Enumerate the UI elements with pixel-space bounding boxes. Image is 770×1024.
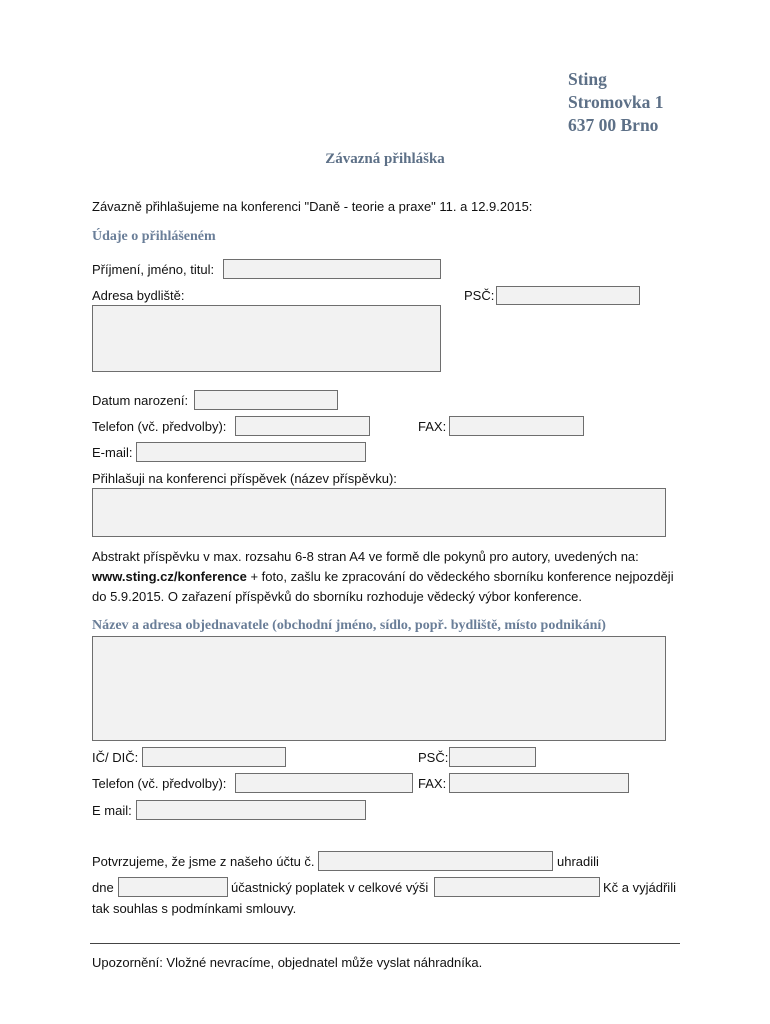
orderer-fax-field[interactable]: [449, 773, 629, 793]
abstract-line-3: do 5.9.2015. O zařazení příspěvků do sborníku rozhoduje vědecký výbor konference.: [92, 589, 582, 604]
fee-label: účastnický poplatek v celkové výši: [231, 880, 429, 895]
orderer-field[interactable]: [92, 636, 666, 741]
section-applicant-heading: Údaje o přihlášeném: [92, 229, 216, 244]
orderer-psc-field[interactable]: [449, 747, 536, 767]
fee-amount-field[interactable]: [434, 877, 600, 897]
orderer-phone-field[interactable]: [235, 773, 413, 793]
sender-street: Stromovka 1: [568, 92, 664, 112]
email-field[interactable]: [136, 442, 366, 462]
agree-label: tak souhlas s podmínkami smlouvy.: [92, 901, 297, 916]
currency-label: Kč a vyjádřili: [603, 880, 676, 895]
psc-field[interactable]: [496, 286, 640, 305]
conference-link[interactable]: www.sting.cz/konference: [92, 569, 247, 584]
footer-divider: [90, 943, 680, 944]
orderer-email-field[interactable]: [136, 800, 366, 820]
contribution-label: Přihlašuji na konferenci příspěvek (název příspěvku):: [92, 471, 397, 486]
ic-dic-label: IČ/ DIČ:: [92, 750, 139, 765]
address-label: Adresa bydliště:: [92, 288, 185, 303]
page-title: Závazná přihláška: [325, 151, 445, 167]
address-field[interactable]: [92, 305, 441, 372]
psc-label: PSČ:: [464, 288, 495, 303]
ic-dic-field[interactable]: [142, 747, 286, 767]
name-label: Příjmení, jméno, titul:: [92, 262, 215, 277]
abstract-paragraph: [92, 547, 692, 607]
payment-date-label: dne: [92, 880, 114, 895]
orderer-phone-label: Telefon (vč. předvolby):: [92, 776, 227, 791]
section-orderer-heading: Název a adresa objednavatele (obchodní jméno, sídlo, popř. bydliště, místo podnikání): [92, 618, 606, 633]
sender-address: [568, 68, 663, 137]
email-label: E-mail:: [92, 445, 133, 460]
sender-name: Sting: [568, 69, 607, 89]
account-number-field[interactable]: [318, 851, 553, 871]
phone-field[interactable]: [235, 416, 370, 436]
abstract-line-2: [92, 567, 692, 587]
payment-confirm-label: Potvrzujeme, že jsme z našeho účtu č.: [92, 854, 315, 869]
birth-date-label: Datum narození:: [92, 393, 189, 408]
phone-label: Telefon (vč. předvolby):: [92, 419, 227, 434]
intro-text: Závazně přihlašujeme na konferenci "Daně - teorie a praxe" 11. a 12.9.2015:: [92, 199, 533, 214]
payment-date-field[interactable]: [118, 877, 228, 897]
orderer-email-label: E mail:: [92, 803, 132, 818]
fax-field[interactable]: [449, 416, 584, 436]
paid-label: uhradili: [557, 854, 599, 869]
orderer-fax-label: FAX:: [418, 776, 447, 791]
abstract-line-2-rest: + foto, zašlu ke zpracování do vědeckého sborníku konference nejpozději: [246, 569, 674, 584]
birth-date-field[interactable]: [194, 390, 338, 410]
contribution-field[interactable]: [92, 488, 666, 537]
orderer-psc-label: PSČ:: [418, 750, 449, 765]
abstract-line-1: Abstrakt příspěvku v max. rozsahu 6-8 stran A4 ve formě dle pokynů pro autory, uvedených na:: [92, 549, 639, 564]
fax-label: FAX:: [418, 419, 447, 434]
name-field[interactable]: [223, 259, 441, 279]
footer-note: Upozornění: Vložné nevracíme, objednatel může vyslat náhradníka.: [92, 955, 483, 970]
sender-city: 637 00 Brno: [568, 115, 659, 135]
